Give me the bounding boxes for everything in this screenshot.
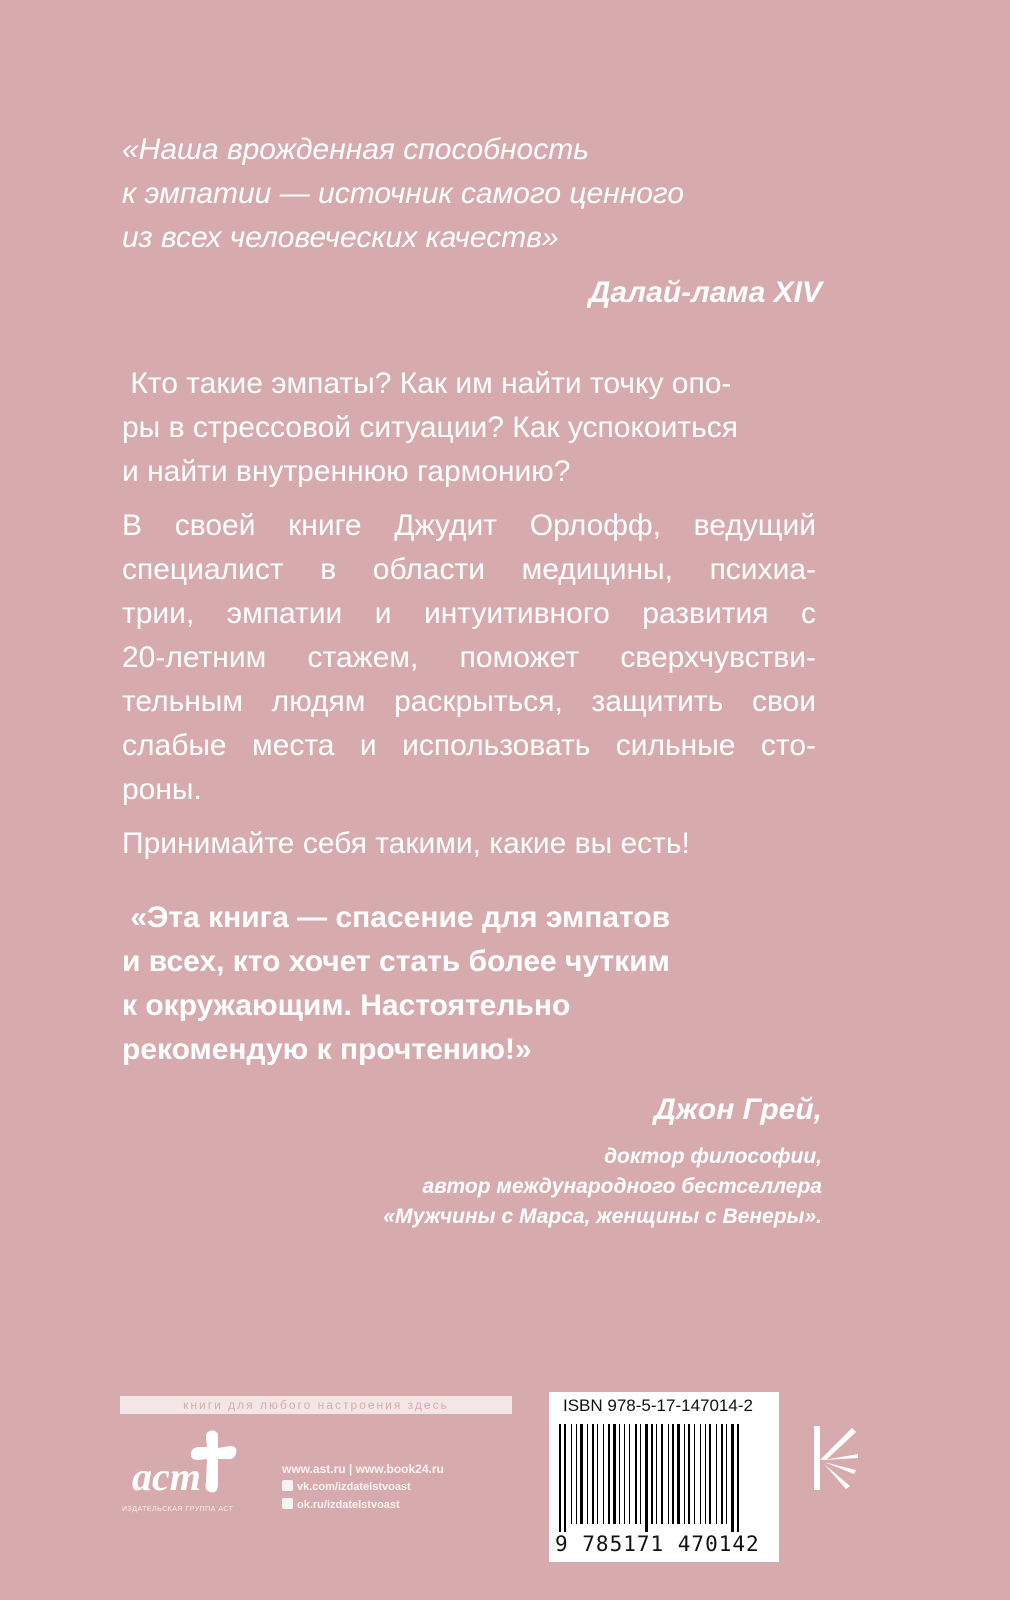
- barcode-bar: [613, 1424, 616, 1524]
- epigraph-line: из всех человеческих качеств»: [122, 221, 559, 254]
- barcode-bar: [608, 1424, 610, 1524]
- description-line: В своей книге Джудит Орлофф, ведущий: [122, 509, 816, 542]
- barcode-bar: [645, 1424, 648, 1532]
- barcode-bar: [619, 1424, 620, 1524]
- barcode-bar: [716, 1424, 717, 1524]
- barcode-bar: [677, 1424, 680, 1524]
- barcode-bar: [564, 1424, 566, 1532]
- epigraph-author: Далай-лама XIV: [588, 276, 822, 309]
- barcode-bar: [629, 1424, 630, 1524]
- barcode-bar: [721, 1424, 723, 1524]
- epigraph-line: «Наша врожденная способность: [122, 133, 590, 166]
- barcode-bar: [700, 1424, 701, 1524]
- barcode-bar: [726, 1424, 727, 1524]
- description-line: роны.: [122, 773, 202, 806]
- ok-link[interactable]: [282, 1496, 444, 1514]
- vk-link-text: vk.com/izdatelstvoast: [297, 1481, 411, 1493]
- barcode-bar: [597, 1424, 598, 1524]
- barcode-bar: [668, 1424, 669, 1524]
- barcode-bar: [688, 1424, 690, 1524]
- barcode-bar: [624, 1424, 625, 1524]
- ast-logo-subtitle: ИЗДАТЕЛЬСКАЯ ГРУППА АСТ: [122, 1506, 234, 1513]
- review-quote: [122, 896, 822, 1072]
- vk-icon: [282, 1480, 293, 1491]
- isbn-digits: 9 785171 470142: [555, 1532, 760, 1556]
- description-paragraph-1: [122, 362, 816, 494]
- barcode-bar: [603, 1424, 604, 1524]
- review-line: и всех, кто хочет стать более чутким: [122, 945, 670, 978]
- review-line: рекомендую к прочтению!»: [122, 1033, 532, 1066]
- description-line: слабые места и использовать сильные сто-: [122, 729, 816, 762]
- description-line: трии, эмпатии и интуитивного развития с: [122, 597, 816, 630]
- barcode-bar: [635, 1424, 637, 1524]
- barcode-bar: [559, 1424, 561, 1532]
- barcode-bar: [580, 1424, 583, 1524]
- barcode-bar: [737, 1424, 739, 1532]
- description-line: 20-летним стажем, поможет сверхчувстви-: [122, 641, 816, 674]
- barcode-bar: [684, 1424, 685, 1524]
- isbn-label: ISBN 978-5-17-147014-2: [563, 1396, 753, 1415]
- review-author: Джон Грей,: [654, 1093, 822, 1126]
- review-line: к окружающим. Настоятельно: [122, 989, 571, 1022]
- description-paragraph-3: [122, 822, 816, 866]
- ast-logo: [130, 1428, 250, 1509]
- publisher-websites[interactable]: www.ast.ru | www.book24.ru: [282, 1462, 444, 1476]
- barcode-bar: [709, 1424, 711, 1524]
- description-line: специалист в области медицины, психиа-: [122, 553, 816, 586]
- ast-logo-text: аст: [132, 1454, 201, 1499]
- barcode-bar: [576, 1424, 577, 1524]
- isbn-barcode-box: [549, 1392, 779, 1562]
- barcode: [559, 1424, 769, 1532]
- barcode-bar: [592, 1424, 594, 1524]
- barcode-bar: [587, 1424, 588, 1524]
- description-line: и найти внутреннюю гармонию?: [122, 455, 571, 488]
- publisher-links: [282, 1460, 444, 1514]
- ok-icon: [282, 1498, 293, 1509]
- ok-link-text: ok.ru/izdatelstvoast: [297, 1499, 400, 1511]
- description-paragraph-2: [122, 504, 816, 812]
- review-author-detail: «Мужчины с Марса, женщины с Венеры».: [383, 1205, 822, 1228]
- review-author-detail: доктор философии,: [604, 1145, 822, 1168]
- book-description: [122, 362, 816, 876]
- barcode-bar: [731, 1424, 734, 1532]
- epigraph-line: к эмпатии — источник самого ценного: [122, 177, 685, 210]
- description-line: Кто такие эмпаты? Как им найти точку опо-: [122, 367, 732, 400]
- k-logo: [812, 1424, 862, 1499]
- barcode-bar: [705, 1424, 706, 1524]
- review-author-detail: автор международного бестселлера: [422, 1175, 822, 1198]
- barcode-bar: [651, 1424, 653, 1524]
- barcode-bar: [694, 1424, 695, 1524]
- epigraph-quote: [122, 128, 822, 260]
- barcode-bar: [640, 1424, 641, 1524]
- review-attribution: [383, 1090, 822, 1232]
- barcode-bar: [656, 1424, 657, 1524]
- review-line: «Эта книга — спасение для эмпатов: [122, 901, 671, 934]
- barcode-bar: [672, 1424, 674, 1524]
- description-line: Принимайте себя такими, какие вы есть!: [122, 827, 690, 860]
- barcode-bar: [571, 1424, 572, 1524]
- description-line: тельным людям раскрыться, защитить свои: [122, 685, 816, 718]
- barcode-bar: [661, 1424, 663, 1524]
- vk-link[interactable]: [282, 1478, 444, 1496]
- publisher-tagline: книги для любого настроения здесь: [120, 1396, 512, 1414]
- description-line: ры в стрессовой ситуации? Как успокоиться: [122, 411, 738, 444]
